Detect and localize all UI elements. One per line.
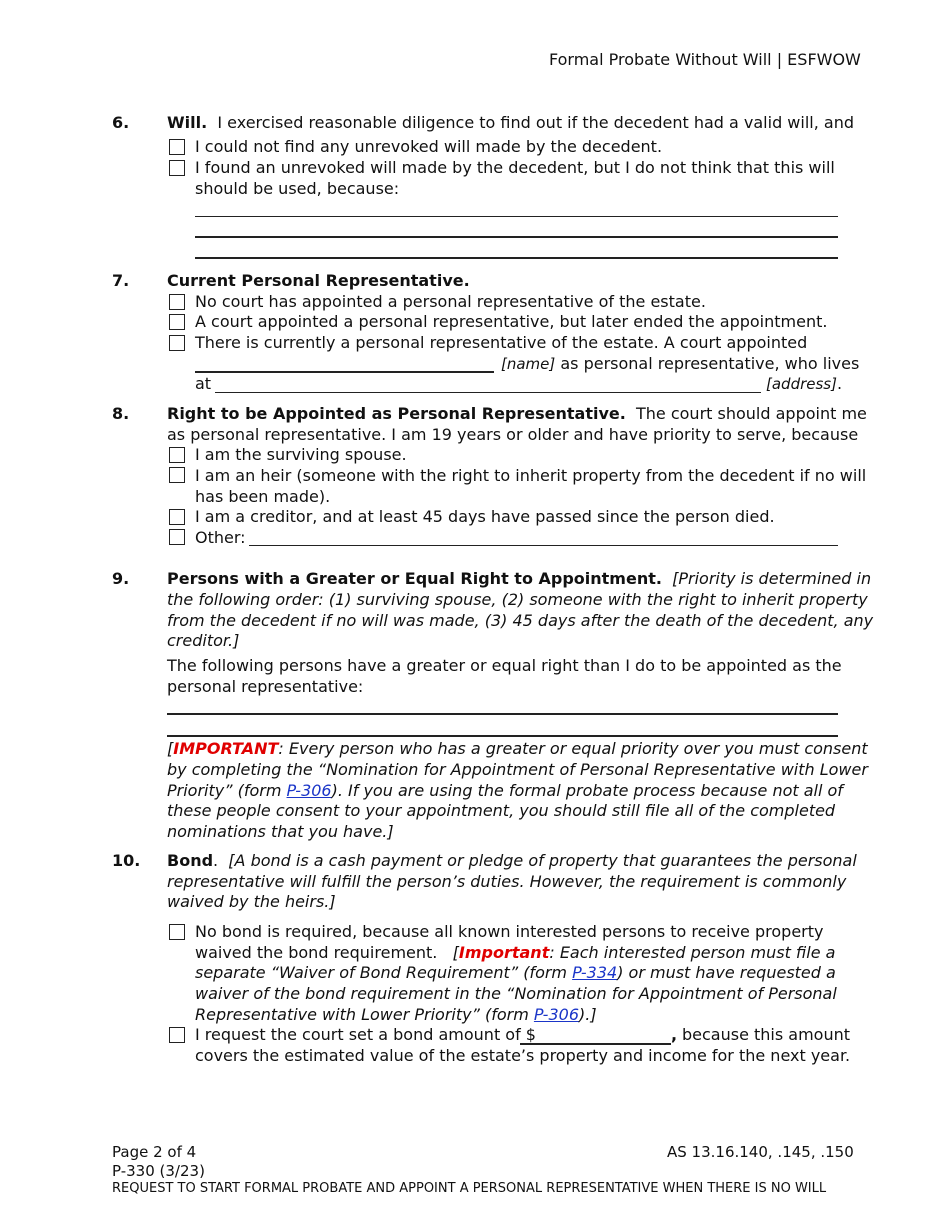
important-text-l3a: Priority” (form	[167, 781, 287, 800]
address-label	[766, 374, 842, 394]
section-9-note-l1: [Priority is determined in	[672, 569, 872, 588]
section-6-heading	[167, 113, 854, 133]
section-9-note-l2: the following order: (1) surviving spouse, (2) someone with the right to inherit property	[167, 590, 868, 609]
no-bond-text: waived the bond requirement.	[195, 943, 438, 962]
option-will-not-used-line1: I found an unrevoked will made by the decedent, but I do not think that this will	[195, 158, 835, 177]
option-bond-amount-l1a: I request the court set a bond amount of $	[195, 1025, 536, 1044]
option-heir-line1: I am an heir (someone with the right to inherit property from the decedent if no will	[195, 466, 867, 485]
section-9-body-l1: The following persons have a greater or equal right than I do to be appointed as the	[167, 656, 842, 675]
checkbox-pr-appointment-ended[interactable]	[169, 314, 185, 330]
checkbox-no-pr-appointed[interactable]	[169, 294, 185, 310]
section-8-heading	[167, 404, 867, 424]
pr-name-label	[501, 354, 859, 374]
pr-address-field[interactable]	[215, 392, 761, 393]
section-9-important-l2: by completing the “Nomination for Appointment of Personal Representative with Lower	[167, 760, 868, 779]
no-bond-l5a: Representative with Lower Priority” (form	[195, 1005, 534, 1024]
section-9-title: Persons with a Greater or Equal Right to Appointment.	[167, 569, 662, 588]
option-no-bond-l2	[195, 943, 835, 963]
form-p334-link[interactable]: P-334	[572, 963, 618, 982]
option-no-bond-l3	[195, 963, 836, 983]
checkbox-current-pr[interactable]	[169, 335, 185, 351]
reason-line-3[interactable]	[195, 257, 838, 259]
section-9-note-l4: creditor.]	[167, 631, 240, 650]
section-6-intro: I exercised reasonable diligence to find out if the decedent had a valid will, and	[217, 113, 854, 132]
section-6-title: Will.	[167, 113, 208, 132]
checkbox-bond-amount[interactable]	[169, 1027, 185, 1043]
option-no-will-found: I could not find any unrevoked will made by the decedent.	[195, 137, 663, 156]
section-6-number: 6.	[112, 113, 130, 132]
no-bond-important-label: Important	[458, 943, 550, 962]
option-will-not-used-line2: should be used, because:	[195, 179, 400, 198]
persons-line-2[interactable]	[167, 735, 838, 737]
checkbox-surviving-spouse[interactable]	[169, 447, 185, 463]
section-9-heading	[167, 569, 871, 589]
option-no-bond-l4: waiver of the bond requirement in the “Nomination for Appointment of Personal	[195, 984, 837, 1003]
bond-amount-field[interactable]	[520, 1043, 671, 1045]
option-no-bond-l5	[195, 1005, 597, 1025]
option-no-pr-appointed: No court has appointed a personal representative of the estate.	[195, 292, 706, 311]
footer-form-title: REQUEST TO START FORMAL PROBATE AND APPOINT A PERSONAL REPRESENTATIVE WHEN THERE IS NO WILL	[112, 1181, 827, 1196]
section-7-number: 7.	[112, 271, 130, 290]
section-7-title: Current Personal Representative.	[167, 271, 470, 290]
section-10-note-l1: [A bond is a cash payment or pledge of property that guarantees the personal	[228, 851, 857, 870]
checkbox-no-bond[interactable]	[169, 924, 185, 940]
section-10-heading	[167, 851, 857, 871]
other-reason-field[interactable]	[249, 545, 838, 546]
no-bond-l3a: separate “Waiver of Bond Requirement” (form	[195, 963, 573, 982]
no-bond-l3b: ) or must have requested a	[617, 963, 836, 982]
section-10-note-l3: waived by the heirs.]	[167, 892, 336, 911]
at-label: at	[195, 374, 212, 393]
option-bond-amount-l1b: because this amount	[682, 1025, 851, 1044]
reason-line-2[interactable]	[195, 236, 838, 238]
section-9-number: 9.	[112, 569, 130, 588]
section-9-body-l2: personal representative:	[167, 677, 364, 696]
section-8-number: 8.	[112, 404, 130, 423]
option-current-pr: There is currently a personal representative of the estate. A court appointed	[195, 333, 808, 352]
section-10-number: 10.	[112, 851, 141, 870]
checkbox-other[interactable]	[169, 529, 185, 545]
option-surviving-spouse: I am the surviving spouse.	[195, 445, 407, 464]
persons-line-1[interactable]	[167, 713, 838, 715]
bond-amount-comma: ,	[671, 1025, 678, 1044]
important-text-l3b: ). If you are using the formal probate process because not all of	[331, 781, 843, 800]
address-hint: [address]	[766, 375, 837, 393]
important-label: IMPORTANT	[173, 739, 279, 758]
section-9-important-l5: nominations that you have.]	[167, 822, 394, 841]
option-other-label: Other:	[195, 528, 246, 547]
section-9-important-l4: these people consent to your appointment, you should still file all of the completed	[167, 801, 836, 820]
option-heir-line2: has been made).	[195, 487, 331, 506]
form-p306-link-2[interactable]: P-306	[533, 1005, 579, 1024]
option-creditor: I am a creditor, and at least 45 days have passed since the person died.	[195, 507, 775, 526]
important-bracket: [	[167, 739, 174, 758]
section-9-important-l3	[167, 781, 843, 801]
address-period: .	[836, 374, 843, 393]
option-bond-amount-l2: covers the estimated value of the estate’s property and income for the next year.	[195, 1046, 851, 1065]
section-10-title: Bond	[167, 851, 214, 870]
important-text-l1: : Every person who has a greater or equal priority over you must consent	[278, 739, 868, 758]
reason-line-1[interactable]	[195, 216, 838, 217]
name-hint: [name]	[501, 355, 556, 373]
form-p306-link[interactable]: P-306	[286, 781, 332, 800]
checkbox-heir[interactable]	[169, 467, 185, 483]
section-8-line2: as personal representative. I am 19 years or older and have priority to serve, because	[167, 425, 859, 444]
option-no-bond-l1: No bond is required, because all known interested persons to receive property	[195, 922, 824, 941]
section-9-important-l1	[167, 739, 868, 759]
footer-page-number: Page 2 of 4	[112, 1143, 197, 1161]
footer-form-number: P-330 (3/23)	[112, 1162, 205, 1180]
no-bond-bracket: [	[452, 943, 459, 962]
section-9-note-l3: from the decedent if no will was made, (3) 45 days after the death of the decedent, any	[167, 611, 874, 630]
section-10-note-l2: representative will fulfill the person’s duties. However, the requirement is commonly	[167, 872, 847, 891]
checkbox-will-not-used[interactable]	[169, 160, 185, 176]
pr-name-field[interactable]	[195, 371, 494, 373]
no-bond-l5b: ).]	[579, 1005, 597, 1024]
footer-statute: AS 13.16.140, .145, .150	[667, 1143, 854, 1161]
section-8-title-after: The court should appoint me	[636, 404, 867, 423]
page-header-title: Formal Probate Without Will | ESFWOW	[549, 50, 861, 69]
section-10-title-dot: .	[213, 851, 219, 870]
checkbox-no-will-found[interactable]	[169, 139, 185, 155]
option-pr-appointment-ended: A court appointed a personal representative, but later ended the appointment.	[195, 312, 828, 331]
checkbox-creditor[interactable]	[169, 509, 185, 525]
section-8-title: Right to be Appointed as Personal Representative.	[167, 404, 626, 423]
no-bond-important-text: : Each interested person must file a	[549, 943, 836, 962]
name-after-text: as personal representative, who lives	[560, 354, 860, 373]
